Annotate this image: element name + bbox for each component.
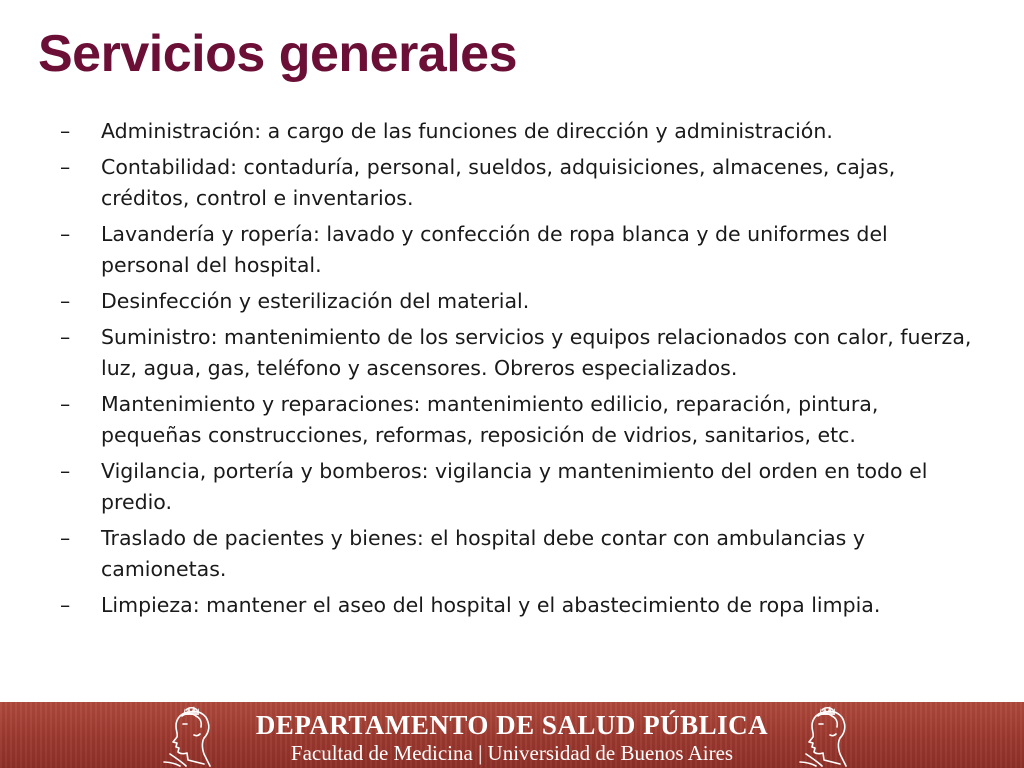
bullet-dash: – — [60, 325, 71, 349]
bullet-dash: – — [60, 526, 71, 550]
slide-title: Servicios generales — [38, 25, 518, 83]
bullet-dash: – — [60, 593, 71, 617]
list-item-text: Traslado de pacientes y bienes: el hospital debe contar con ambulancias y camionetas. — [101, 526, 865, 581]
bullet-dash: – — [60, 459, 71, 483]
bullet-dash: – — [60, 119, 71, 143]
bullet-dash: – — [60, 392, 71, 416]
list-item — [60, 286, 980, 317]
list-item — [60, 322, 980, 384]
head-profile-emblem-icon — [792, 704, 862, 768]
department-name: DEPARTAMENTO DE SALUD PÚBLICA — [255, 710, 769, 740]
list-item — [60, 219, 980, 281]
list-item — [60, 590, 980, 621]
head-profile-emblem-icon — [156, 704, 226, 768]
list-item — [60, 523, 980, 585]
list-item-text: Administración: a cargo de las funciones de dirección y administración. — [101, 119, 833, 143]
list-item — [60, 389, 980, 451]
list-item — [60, 456, 980, 518]
list-item-text: Contabilidad: contaduría, personal, sueldos, adquisiciones, almacenes, cajas, créditos, control e inventarios. — [101, 155, 896, 210]
list-item — [60, 152, 980, 214]
bullet-dash: – — [60, 222, 71, 246]
bullet-list — [60, 116, 980, 626]
faculty-name: Facultad de Medicina | Universidad de Buenos Aires — [290, 741, 734, 765]
list-item-text: Limpieza: mantener el aseo del hospital y el abastecimiento de ropa limpia. — [101, 593, 881, 617]
bullet-dash: – — [60, 155, 71, 179]
bullet-dash: – — [60, 289, 71, 313]
list-item-text: Mantenimiento y reparaciones: mantenimiento edilicio, reparación, pintura, pequeñas construcciones, reformas, reposición de vidrios, sanitarios, etc. — [101, 392, 879, 447]
list-item — [60, 116, 980, 147]
list-item-text: Suministro: mantenimiento de los servicios y equipos relacionados con calor, fuerza, luz, agua, gas, teléfono y ascensores. Obreros especializados. — [101, 325, 972, 380]
list-item-text: Desinfección y esterilización del material. — [101, 289, 530, 313]
list-item-text: Lavandería y ropería: lavado y confección de ropa blanca y de uniformes del personal del hospital. — [101, 222, 888, 277]
list-item-text: Vigilancia, portería y bomberos: vigilancia y mantenimiento del orden en todo el predio. — [101, 459, 928, 514]
footer-banner — [0, 702, 1024, 768]
